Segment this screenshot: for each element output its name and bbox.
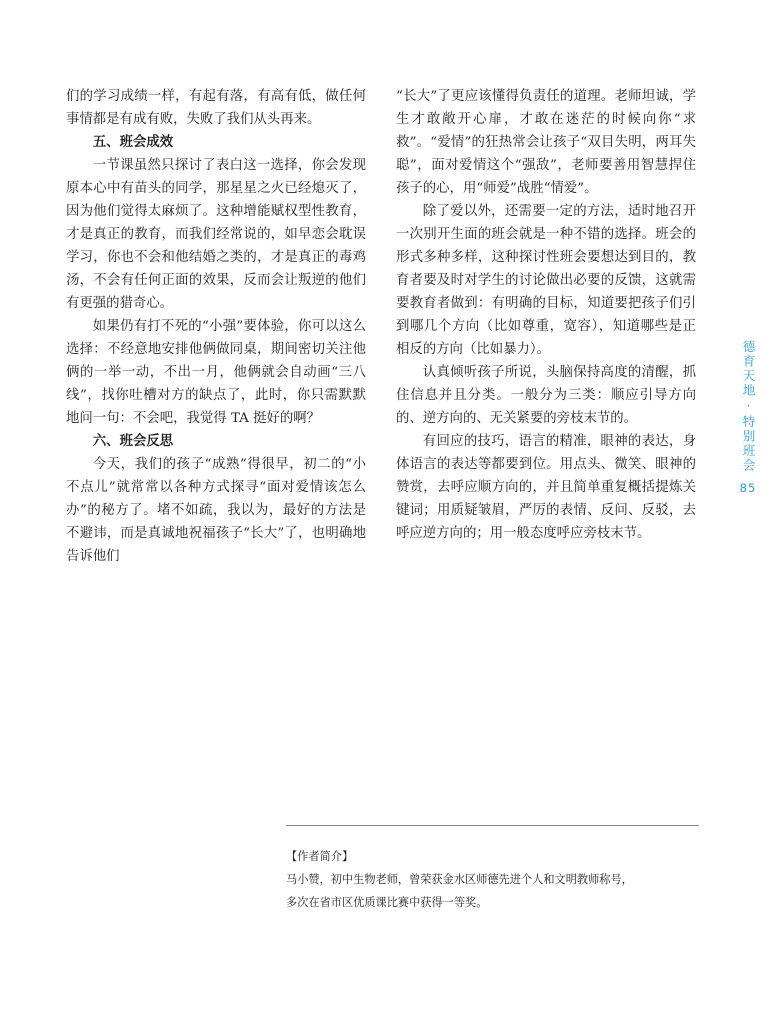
paragraph: 如果仍有打不死的“小强”要体验，你可以这么选择：不经意地安排他俩做同桌，期间密切关注他俩的一举一动，不出一月，他俩就会自动画“三八线”，找你吐槽对方的缺点了，此时，你只需默默地问一句：不会吧，我觉得 TA 挺好的啊？ xyxy=(66,319,366,426)
right-column xyxy=(396,85,696,545)
section-heading-6: 六、班会反思 xyxy=(92,433,174,449)
paragraph: 有回应的技巧，语言的精准，眼神的表达，身体语言的表达等都要到位。用点头、微笑、眼神的赞赏，去呼应顺方向的，并且简单重复概括提炼关键词；用质疑皱眉，严厉的表情、反问、反驳，去呼应逆方向的；用一般态度呼应旁枝末节。 xyxy=(396,434,696,541)
section-heading-5: 五、班会成效 xyxy=(92,134,174,150)
section-side-tab xyxy=(737,340,759,499)
paragraph: 认真倾听孩子所说，头脑保持高度的清醒，抓住信息并且分类。一般分为三类：顺应引导方向的、逆方向的、无关紧要的旁枝末节的。 xyxy=(396,365,696,426)
author-bio xyxy=(286,845,706,914)
author-bio-heading: 【作者简介】 xyxy=(286,850,354,863)
paragraph: 除了爱以外，还需要一定的方法，适时地召开一次别开生面的班会就是一种不错的选择。班会的形式多种多样，这种探讨性班会要想达到目的，教育者要及时对学生的讨论做出必要的反馈，这就需要教育者做到：有明确的目标，知道要把孩子们引到哪几个方向（比如尊重，宽容），知道哪些是正相反的方向（比如暴力）。 xyxy=(396,204,696,357)
author-bio-line: 马小赞，初中生物老师，曾荣获金水区师德先进个人和文明教师称号， xyxy=(286,873,633,886)
paragraph: 们的学习成绩一样，有起有落，有高有低，做任何事情都是有成有败，失败了我们从头再来。 xyxy=(66,89,366,127)
section-label: 德育天地·特别班会 xyxy=(741,340,756,473)
page-number: 85 xyxy=(739,481,757,495)
left-column xyxy=(66,85,366,568)
author-bio-line: 多次在省市区优质课比赛中获得一等奖。 xyxy=(286,896,488,909)
paragraph: 今天，我们的孩子“成熟”得很早，初二的“小不点儿”就常常以各种方式探寻“面对爱情该怎么办”的秘方了。堵不如疏，我以为，最好的方法是不避讳，而是真诚地祝福孩子“长大”了，也明确地告诉他们 xyxy=(66,457,366,564)
divider xyxy=(286,825,699,826)
paragraph: “长大”了更应该懂得负责任的道理。老师坦诚，学生才敢敞开心扉，才敢在迷茫的时候向你“求救”。“爱情”的狂热常会让孩子“双目失明，两耳失聪”，面对爱情这个“强敌”，老师要善用智慧捍住孩子的心，用“师爱”战胜“情爱”。 xyxy=(396,89,696,196)
paragraph: 一节课虽然只探讨了表白这一选择，你会发现原本心中有苗头的同学，那星星之火已经熄灭了，因为他们觉得太麻烦了。这种增能赋权型性教育，才是真正的教育，而我们经常说的，如早恋会耽误学习，你也不会和他结婚之类的，才是真正的毒鸡汤，不会有任何正面的效果，反而会让叛逆的他们有更强的猎奇心。 xyxy=(66,158,366,311)
